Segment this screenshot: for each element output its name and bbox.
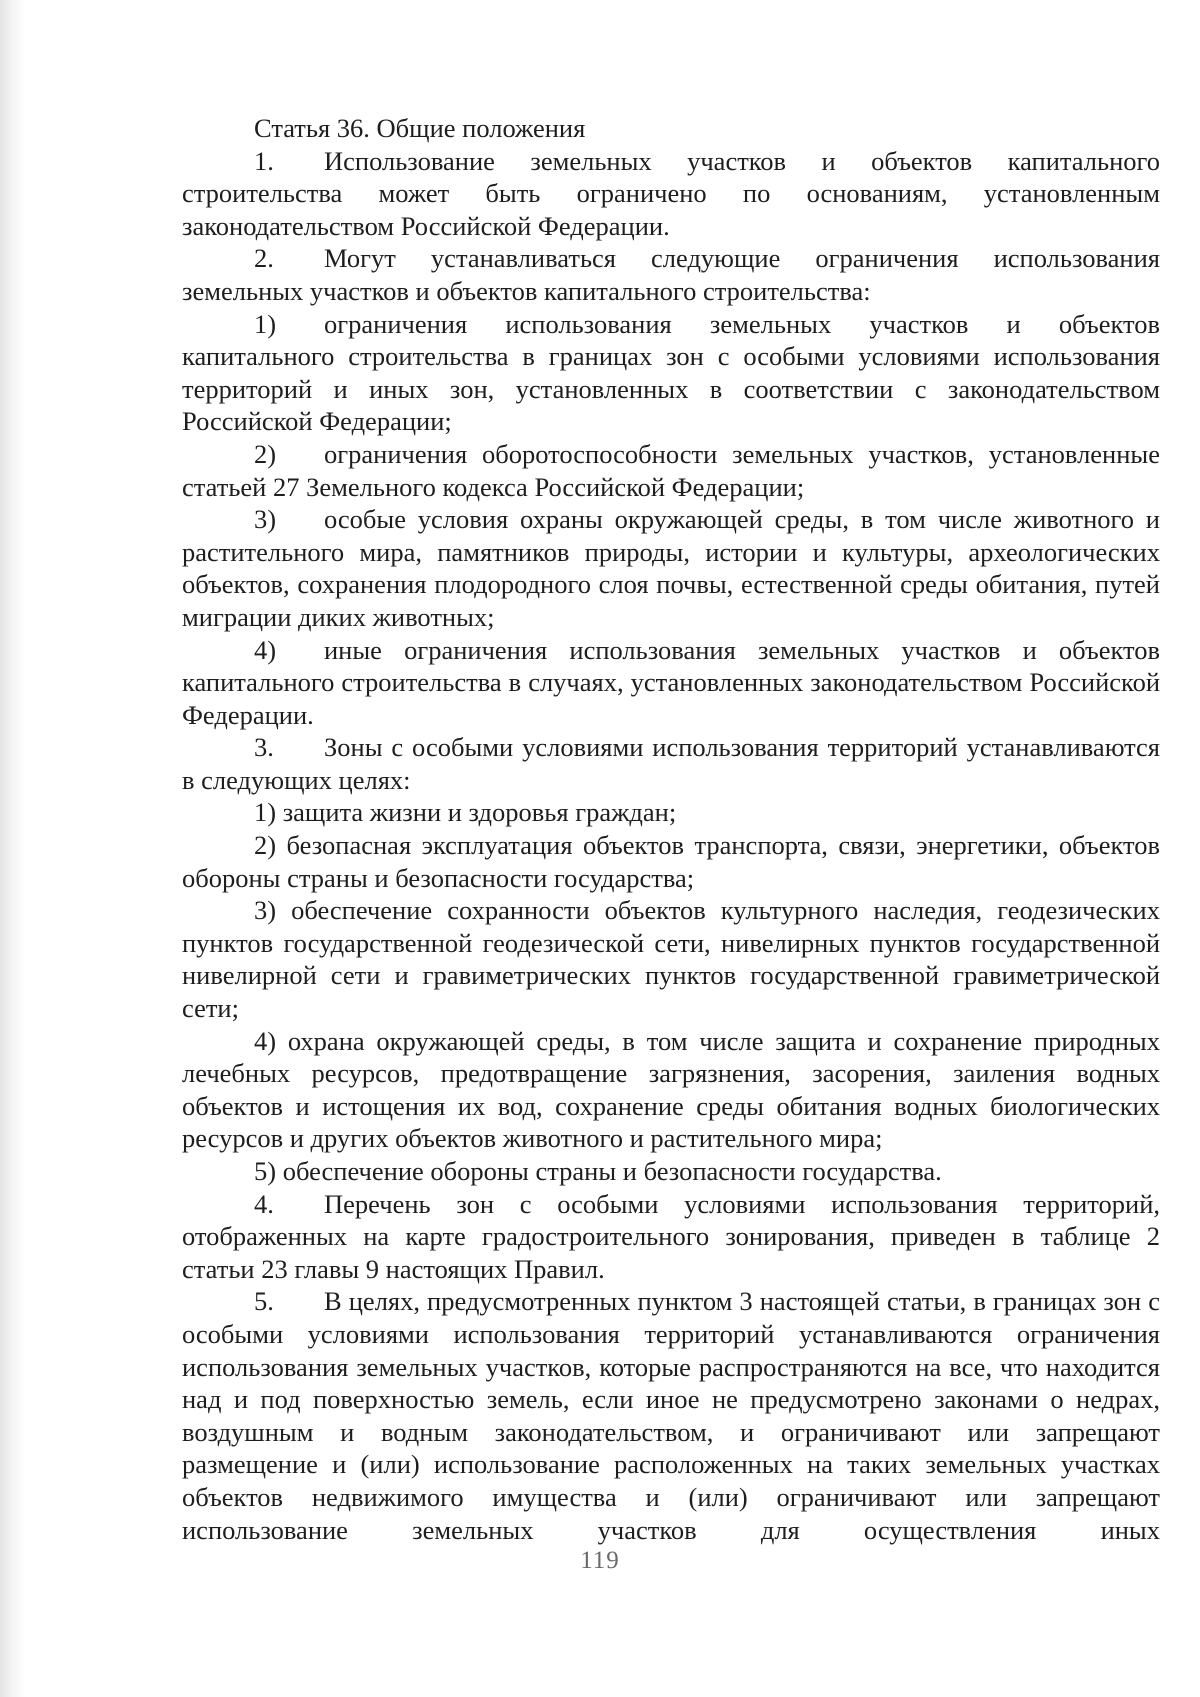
list-marker: 3) [254, 504, 277, 535]
list-item-2-3 [182, 503, 1160, 633]
paragraph-text: Перечень зон с особыми условиями использования территорий, отображенных на карте градостроительного зонирования, приведен в таблице 2 статьи 23 главы 9 настоящих Правил. [182, 1188, 1160, 1284]
list-marker: 1) [254, 308, 277, 339]
paragraph-text: Зоны с особыми условиями использования территорий устанавливаются в следующих целях: [182, 732, 1160, 795]
list-text: ограничения использования земельных участков и объектов капитального строительства в границах зон с особыми условиями использования территорий и иных зон, установленных в соответствии с законодательством Российской Федерации; [182, 308, 1160, 437]
paragraph-2 [182, 242, 1160, 307]
paragraph-marker: 1. [254, 145, 274, 176]
list-item-3-2 [182, 829, 1160, 894]
list-item-3-1 [182, 796, 1160, 829]
list-text: иные ограничения использования земельных участков и объектов капитального строительства в случаях, установленных законодательством Российской Федерации. [182, 634, 1160, 730]
page-number: 119 [580, 1547, 620, 1574]
paragraph-text: Использование земельных участков и объектов капитального строительства может быть ограничено по основаниям, установленным законодательством Российской Федерации. [182, 145, 1160, 241]
paragraph-4 [182, 1188, 1160, 1286]
list-item-2-2 [182, 438, 1160, 503]
paragraph-marker: 4. [254, 1188, 274, 1219]
paragraph-5 [182, 1285, 1160, 1546]
list-item-3-5 [182, 1155, 1160, 1188]
list-item-3-3 [182, 894, 1160, 1024]
list-text: 1) защита жизни и здоровья граждан; [254, 797, 677, 828]
paragraph-marker: 3. [254, 732, 274, 763]
list-text: ограничения оборотоспособности земельных участков, установленные статьей 27 Земельного кодекса Российской Федерации; [182, 438, 1160, 502]
paragraph-text: Могут устанавливаться следующие ограничения использования земельных участков и объектов капитального строительства: [182, 243, 1160, 306]
paragraph-3 [182, 731, 1160, 796]
list-item-2-4 [182, 634, 1160, 732]
list-text: 3) обеспечение сохранности объектов культурного наследия, геодезических пунктов государственной геодезической сети, нивелирных пунктов государственной нивелирной сети и гравиметрических пунктов государственной гравиметрической сети; [182, 895, 1160, 1024]
list-text: особые условия охраны окружающей среды, в том числе животного и растительного мира, памятников природы, истории и культуры, археологических объектов, сохранения плодородного слоя почвы, естественной среды обитания, путей миграции диких животных; [182, 504, 1160, 632]
scan-page-edge [0, 0, 26, 1697]
paragraph-text: В целях, предусмотренных пунктом 3 настоящей статьи, в границах зон с особыми условиями использования территорий устанавливаются ограничения использования земельных участков, которые распространяются на все, что находится над и под поверхностью земель, если иное не предусмотрено законами о недрах, воздушным и водным законодательством, и ограничивают или запрещают размещение и (или) использование расположенных на таких земельных участках объектов недвижимого имущества и (или) ограничивают или запрещают использование земельных участков для осуществления иных [182, 1286, 1160, 1545]
paragraph-marker: 5. [254, 1286, 274, 1317]
list-marker: 4) [254, 634, 277, 665]
paragraph-marker: 2. [254, 243, 274, 274]
list-text: 2) безопасная эксплуатация объектов транспорта, связи, энергетики, объектов обороны страны и безопасности государства; [182, 830, 1160, 893]
document-body [182, 112, 1160, 1546]
list-item-3-4 [182, 1025, 1160, 1155]
paragraph-1 [182, 145, 1160, 243]
list-text: 4) охрана окружающей среды, в том числе защита и сохранение природных лечебных ресурсов, предотвращение загрязнения, засорения, заиления водных объектов и истощения их вод, сохранение среды обитания водных биологических ресурсов и других объектов животного и растительного мира; [182, 1025, 1160, 1154]
list-marker: 2) [254, 438, 277, 469]
list-item-2-1 [182, 308, 1160, 438]
list-text: 5) обеспечение обороны страны и безопасности государства. [254, 1156, 942, 1186]
article-heading: Статья 36. Общие положения [254, 113, 586, 143]
